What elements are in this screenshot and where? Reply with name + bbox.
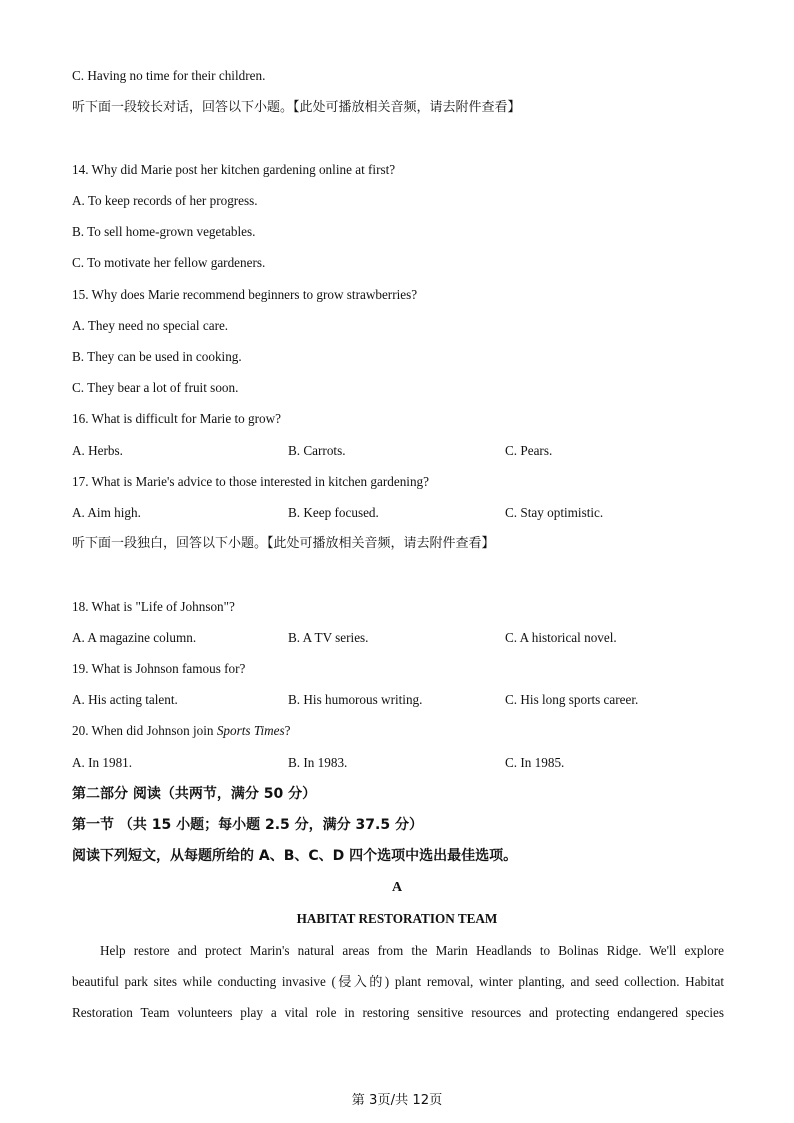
q18-option-a: A. A magazine column. bbox=[72, 630, 197, 645]
passage-line-2: beautiful park sites while conducting invasive (侵入的) plant removal, winter planting, and seed collection. Habitat bbox=[72, 974, 724, 989]
question-19: 19. What is Johnson famous for? bbox=[72, 661, 246, 676]
question-17: 17. What is Marie's advice to those interested in kitchen gardening? bbox=[72, 474, 429, 489]
q16-option-b: B. Carrots. bbox=[288, 443, 346, 458]
monologue-instruction: 听下面一段独白，回答以下小题。【此处可播放相关音频，请去附件查看】 bbox=[72, 536, 495, 551]
q20-italic-title: Sports Times bbox=[216, 723, 285, 738]
q16-option-a: A. Herbs. bbox=[72, 443, 123, 458]
question-16: 16. What is difficult for Marie to grow? bbox=[72, 411, 281, 426]
q17-option-b: B. Keep focused. bbox=[288, 505, 379, 520]
q15-option-a: A. They need no special care. bbox=[72, 318, 229, 333]
reading-instruction: 阅读下列短文，从每题所给的 A、B、C、D 四个选项中选出最佳选项。 bbox=[72, 848, 518, 864]
passage-title: HABITAT RESTORATION TEAM bbox=[296, 911, 498, 926]
q20-option-a: A. In 1981. bbox=[72, 755, 133, 770]
q19-option-c: C. His long sports career. bbox=[505, 692, 639, 707]
q17-option-a: A. Aim high. bbox=[72, 505, 141, 520]
passage-line-1: Help restore and protect Marin's natural areas from the Marin Headlands to Bolinas Ridge. We'll explore bbox=[100, 943, 724, 958]
q15-option-b: B. They can be used in cooking. bbox=[72, 349, 242, 364]
q14-option-a: A. To keep records of her progress. bbox=[72, 193, 258, 208]
question-18: 18. What is "Life of Johnson"? bbox=[72, 599, 235, 614]
q19-option-a: A. His acting talent. bbox=[72, 692, 178, 707]
listening-instruction: 听下面一段较长对话，回答以下小题。【此处可播放相关音频，请去附件查看】 bbox=[72, 100, 521, 115]
page-footer: 第 3页/共 12页 bbox=[351, 1093, 443, 1108]
question-15: 15. Why does Marie recommend beginners to grow strawberries? bbox=[72, 287, 418, 302]
q14-option-c: C. To motivate her fellow gardeners. bbox=[72, 255, 266, 270]
passage-letter: A bbox=[391, 880, 403, 895]
question-20 bbox=[72, 722, 290, 740]
q20-option-b: B. In 1983. bbox=[288, 755, 348, 770]
q20-text: 20. When did Johnson join bbox=[72, 723, 217, 738]
passage-line-3: Restoration Team volunteers play a vital role in restoring sensitive resources and protecting endangered species bbox=[72, 1005, 724, 1020]
q14-option-b: B. To sell home-grown vegetables. bbox=[72, 224, 256, 239]
option-c-line: C. Having no time for their children. bbox=[72, 68, 266, 83]
question-14: 14. Why did Marie post her kitchen gardening online at first? bbox=[72, 162, 396, 177]
q20-mark: ? bbox=[284, 723, 291, 738]
q17-option-c: C. Stay optimistic. bbox=[505, 505, 604, 520]
q16-option-c: C. Pears. bbox=[505, 443, 553, 458]
q18-option-c: C. A historical novel. bbox=[505, 630, 617, 645]
section1-heading: 第一节 （共 15 小题；每小题 2.5 分，满分 37.5 分） bbox=[72, 817, 423, 833]
q15-option-c: C. They bear a lot of fruit soon. bbox=[72, 380, 239, 395]
q19-option-b: B. His humorous writing. bbox=[288, 692, 423, 707]
part2-heading: 第二部分 阅读（共两节，满分 50 分） bbox=[72, 786, 317, 802]
q20-option-c: C. In 1985. bbox=[505, 755, 565, 770]
q18-option-b: B. A TV series. bbox=[288, 630, 369, 645]
